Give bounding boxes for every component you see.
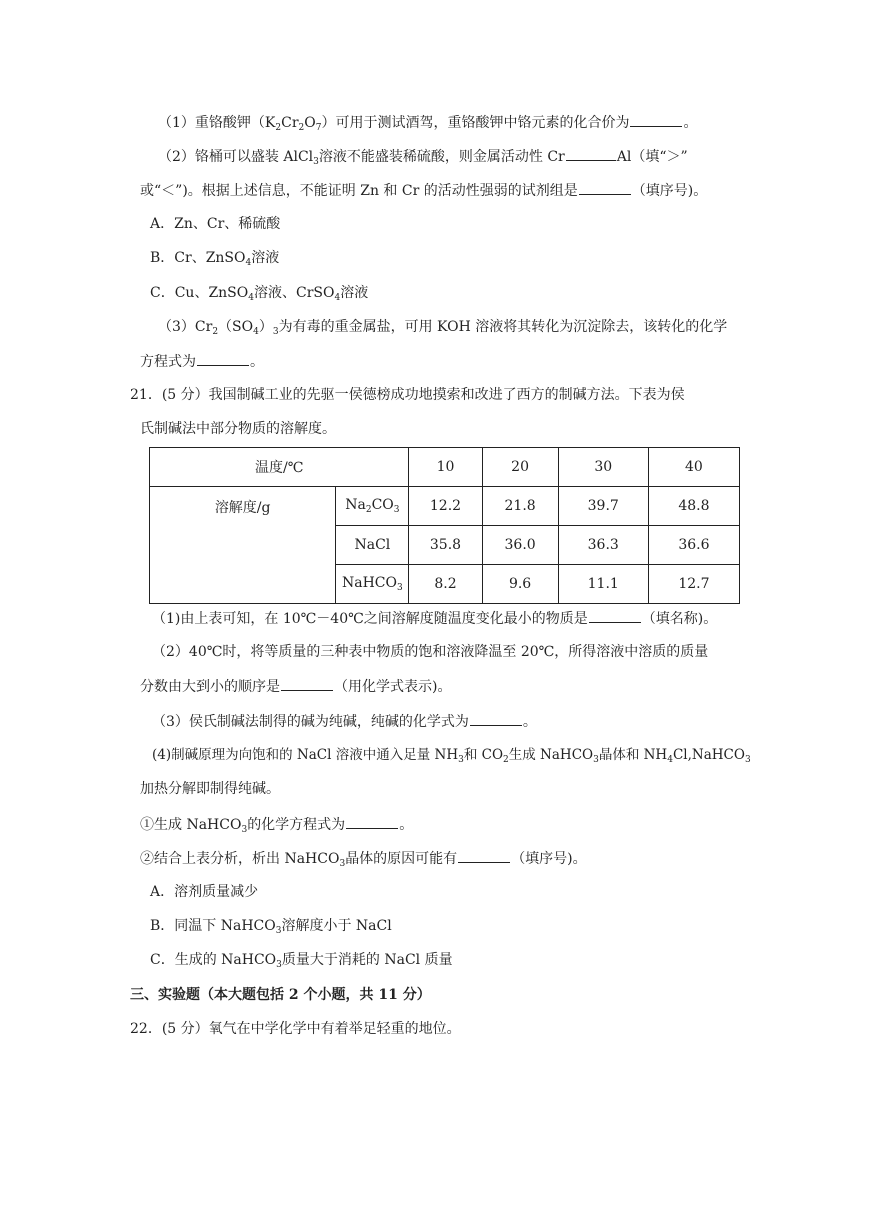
- q21-option-a: A．溶剂质量减少: [150, 884, 259, 900]
- substance-name: NaHCO$_3$: [336, 565, 409, 604]
- q20-part2-line2: 或“＜”)。根据上述信息，不能证明 Zn 和 Cr 的活动性强弱的试剂组是 （填序号)。: [140, 180, 707, 201]
- solubility-value: 36.6: [648, 526, 739, 565]
- section-heading: 三、实验题（本大题包括 2 个小题，共 11 分）: [130, 987, 431, 1003]
- q21-option-b: B．同温下 NaHCO$_3$溶解度小于 NaCl: [150, 918, 392, 936]
- temp-cell: 30: [558, 448, 648, 487]
- q21-sub2: ②结合上表分析，析出 NaHCO$_3$晶体的原因可能有 （填序号)。: [140, 848, 587, 874]
- solubility-value: 11.1: [558, 565, 648, 604]
- q21-part4-line1: (4)制碱原理为向饱和的 NaCl 溶液中通入足量 $NH_3$和 $CO_2$生成 NaHCO$_3$晶体和 $NH_4Cl,NaHCO_3$: [152, 747, 751, 765]
- q20-option-a: A．Zn、Cr、稀硫酸: [150, 216, 281, 232]
- q22-intro: 22．(5 分）氧气在中学化学中有着举足轻重的地位。: [130, 1021, 461, 1037]
- temp-cell: 20: [482, 448, 558, 487]
- answer-blank[interactable]: [197, 351, 249, 366]
- solubility-value: 48.8: [648, 487, 739, 526]
- answer-blank[interactable]: [281, 676, 333, 691]
- solubility-value: 36.0: [482, 526, 558, 565]
- substance-name: $Na_2CO_3$: [336, 487, 409, 526]
- temperature-header: 温度/℃: [150, 448, 409, 487]
- solubility-value: 36.3: [558, 526, 648, 565]
- solubility-value: 35.8: [409, 526, 482, 565]
- solubility-row-label: 溶解度/g: [150, 487, 336, 604]
- temp-cell: 40: [648, 448, 739, 487]
- substance-name: NaCl: [336, 526, 409, 565]
- q21-intro-line2: 氏制碱法中部分物质的溶解度。: [140, 421, 336, 437]
- solubility-value: 12.2: [409, 487, 482, 526]
- answer-blank[interactable]: [458, 848, 510, 863]
- q21-option-c: C．生成的 NaHCO$_3$质量大于消耗的 NaCl 质量: [150, 952, 453, 970]
- answer-blank[interactable]: [566, 146, 616, 161]
- q20-option-c: C．Cu、ZnSO$_4$溶液、CrSO$_4$溶液: [150, 285, 369, 303]
- q21-part2-line1: （2）40℃时，将等质量的三种表中物质的饱和溶液降温至 20℃，所得溶液中溶质的质量: [152, 644, 709, 660]
- q21-part1: （1)由上表可知，在 10℃－40℃之间溶解度随温度变化最小的物质是 （填名称)。: [152, 608, 717, 629]
- q20-part2-line1: （2）铬桶可以盛装 AlCl$_3$溶液不能盛装稀硫酸，则金属活动性 Cr Al（填“＞”: [158, 146, 688, 172]
- solubility-value: 21.8: [482, 487, 558, 526]
- q21-sub1: ①生成 NaHCO$_3$的化学方程式为 。: [140, 814, 413, 840]
- solubility-table: [149, 447, 740, 604]
- answer-blank[interactable]: [579, 180, 631, 195]
- q21-part4-line2: 加热分解即制得纯碱。: [140, 781, 280, 797]
- solubility-value: 8.2: [409, 565, 482, 604]
- q20-part1: （1）重铬酸钾$(K_2Cr_2O_7)$可用于测试酒驾，重铬酸钾中铬元素的化合价为 。: [158, 112, 697, 138]
- q20-part3-line2: 方程式为 。: [140, 351, 264, 372]
- solubility-value: 9.6: [482, 565, 558, 604]
- q21-part3: （3）侯氏制碱法制得的碱为纯碱，纯碱的化学式为 。: [152, 711, 537, 732]
- q21-intro-line1: 21．(5 分）我国制碱工业的先驱一侯德榜成功地摸索和改进了西方的制碱方法。下表为侯: [130, 387, 685, 403]
- answer-blank[interactable]: [346, 814, 398, 829]
- temp-cell: 10: [409, 448, 482, 487]
- q21-part2-line2: 分数由大到小的顺序是 （用化学式表示)。: [140, 676, 451, 697]
- q20-part3-line1: $(3)Cr_2(SO_4)_3$为有毒的重金属盐，可用 KOH 溶液将其转化为沉淀除去，该转化的化学: [158, 319, 728, 337]
- answer-blank[interactable]: [470, 711, 522, 726]
- solubility-value: 39.7: [558, 487, 648, 526]
- solubility-value: 12.7: [648, 565, 739, 604]
- answer-blank[interactable]: [589, 608, 641, 623]
- q20-option-b: B．Cr、ZnSO$_4$溶液: [150, 250, 280, 268]
- answer-blank[interactable]: [630, 112, 682, 127]
